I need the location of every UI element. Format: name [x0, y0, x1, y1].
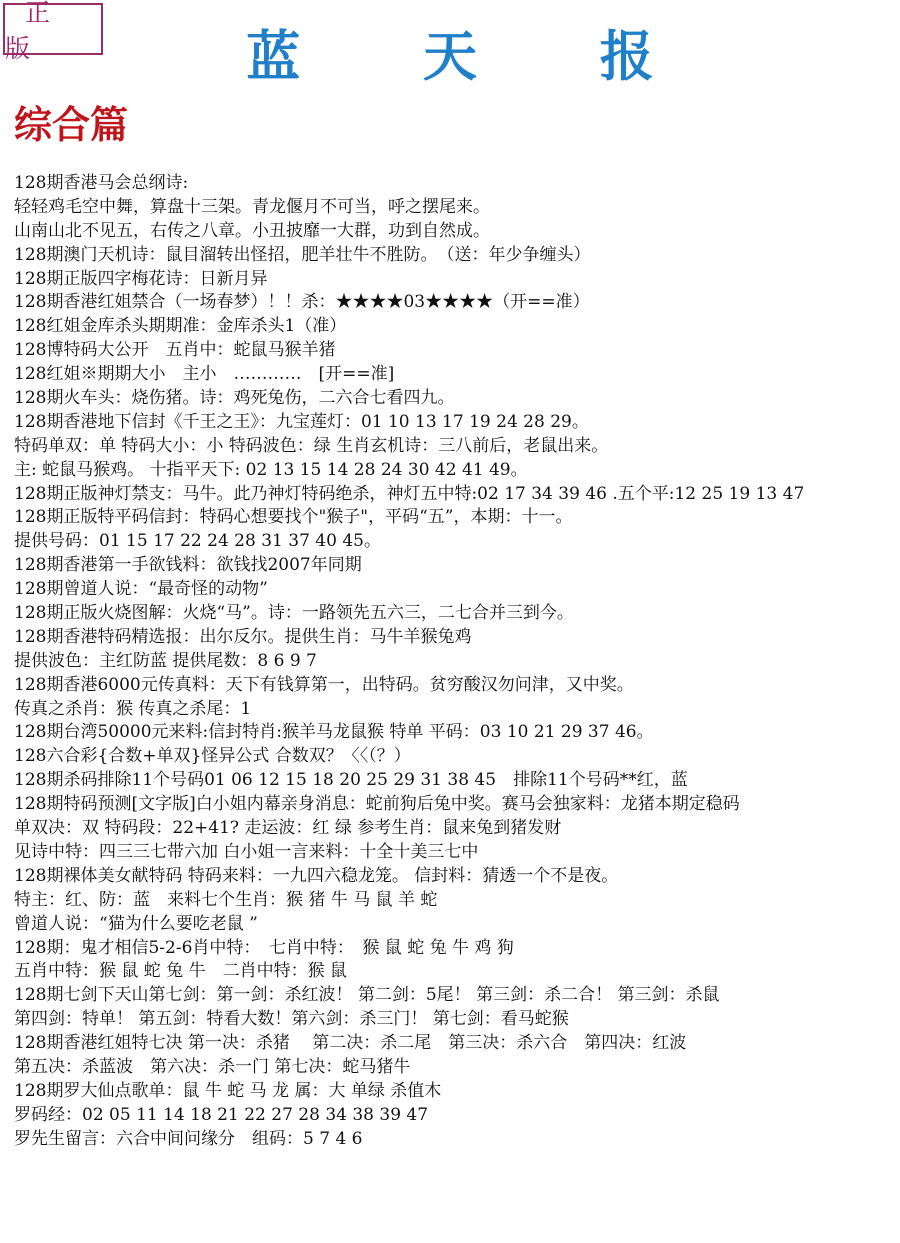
- text-line: 山南山北不见五，右传之八章。小丑披靡一大群，功到自然成。: [14, 220, 490, 241]
- text-line: 单双决：双 特码段：22+41? 走运波：红 绿 参考生肖：鼠来兔到猪发财: [14, 818, 562, 839]
- text-line: 128期澳门天机诗：鼠目溜转出怪招，肥羊壮牛不胜防。 （送：年少争缠头）: [14, 244, 591, 265]
- text-line: 128红姐※期期大小 主小 ………… [开==准]: [14, 364, 395, 385]
- text-line: 罗先生留言：六合中间问缘分 组码：5 7 4 6: [14, 1128, 363, 1149]
- text-line: 128期正版火烧图解：火烧“马”。诗：一路领先五六三，二七合并三到今。: [14, 603, 574, 624]
- edition-stamp-text: 正 版: [5, 0, 71, 63]
- text-line: 128期特码预测[文字版]白小姐内幕亲身消息：蛇前狗后兔中奖。赛马会独家料：龙猪本期定稳码: [14, 794, 740, 815]
- text-line: 曾道人说：“猫为什么要吃老鼠 ”: [14, 913, 258, 934]
- text-line: 128期：鬼才相信5-2-6肖中特： 七肖中特： 猴 鼠 蛇 兔 牛 鸡 狗: [14, 937, 514, 958]
- text-line: 128期香港马会总纲诗:: [14, 173, 189, 193]
- text-line: 轻轻鸡毛空中舞，算盘十三架。青龙偃月不可当，呼之摆尾来。: [14, 196, 490, 217]
- text-line: 128期香港第一手欲钱料：欲钱找2007年同期: [14, 555, 362, 576]
- content-lines: [14, 172, 898, 1152]
- text-line: 罗码经：02 05 11 14 18 21 22 27 28 34 38 39 47: [14, 1104, 429, 1125]
- text-line: 128期七剑下天山第七剑：第一剑：杀红波！ 第二剑：5尾！ 第三剑：杀二合！ 第三剑：杀鼠: [14, 985, 720, 1006]
- text-line: 提供号码：01 15 17 22 24 28 31 37 40 45。: [14, 531, 381, 552]
- text-line: 128期正版特平码信封：特码心想要找个"猴子"，平码“五”，本期：十一。: [14, 507, 573, 528]
- text-line: 128期台湾50000元来料:信封特肖:猴羊马龙鼠猴 特单 平码：03 10 21 29 37 46。: [14, 722, 654, 743]
- text-line: 128期香港特码精选报：出尔反尔。提供生肖：马牛羊猴兔鸡: [14, 626, 472, 647]
- text-line: 第四剑：特单！ 第五剑：特看大数！第六剑：杀三门！ 第七剑：看马蛇猴: [14, 1009, 569, 1030]
- text-line: 提供波色：主红防蓝 提供尾数：8 6 9 7: [14, 650, 317, 671]
- text-line: 128期曾道人说：“最奇怪的动物”: [14, 579, 268, 600]
- newspaper-title: 蓝 天 报: [246, 24, 706, 88]
- section-heading: 综合篇: [14, 102, 129, 147]
- text-line: 128期罗大仙点歌单：鼠 牛 蛇 马 龙 属：大 单绿 杀值木: [14, 1080, 442, 1101]
- text-line: 主: 蛇鼠马猴鸡。 十指平天下: 02 13 15 14 28 24 30 42 41 49。: [14, 459, 528, 480]
- text-line: 128期杀码排除11个号码01 06 12 15 18 20 25 29 31 38 45 排除11个号码**红，蓝: [14, 770, 688, 791]
- text-line: 128博特码大公开 五肖中：蛇鼠马猴羊猪: [14, 340, 336, 361]
- text-line: 128期火车头：烧伤猪。诗：鸡死兔伤，二六合七看四九。: [14, 388, 455, 409]
- text-line: 128期香港6000元传真料：天下有钱算第一，出特码。贫穷酸汉勿问津，又中奖。: [14, 674, 634, 695]
- text-line: 128期香港地下信封《千王之王》：九宝莲灯：01 10 13 17 19 24 28 29。: [14, 411, 589, 432]
- text-line: 128期正版神灯禁支：马牛。此乃神灯特码绝杀，神灯五中特:02 17 34 39 46 .五个平:12 25 19 13 47: [14, 483, 805, 504]
- text-line: 见诗中特：四三三七带六加 白小姐一言来料：十全十美三七中: [14, 841, 479, 862]
- text-line: 128期香港红姐禁合（一场春梦）！！杀：★★★★03★★★★（开==准）: [14, 292, 590, 313]
- text-line: 第五决：杀蓝波 第六决：杀一门 第七决：蛇马猪牛: [14, 1056, 411, 1077]
- text-line: 128六合彩{合数+单双}怪异公式 合数双？〈〈（？）: [14, 746, 411, 767]
- text-line: 特码单双：单 特码大小：小 特码波色：绿 生肖玄机诗：三八前后，老鼠出来。: [14, 435, 609, 456]
- text-line: 五肖中特：猴 鼠 蛇 兔 牛 二肖中特：猴 鼠: [14, 961, 348, 982]
- text-line: 128期正版四字梅花诗：日新月异: [14, 268, 268, 289]
- text-line: 传真之杀肖：猴 传真之杀尾：1: [14, 698, 252, 719]
- text-line: 特主：红、防：蓝 来料七个生肖：猴 猪 牛 马 鼠 羊 蛇: [14, 889, 438, 910]
- text-line: 128期香港红姐特七决 第一决：杀猪 第二决：杀二尾 第三决：杀六合 第四决：红波: [14, 1033, 687, 1054]
- text-line: 128红姐金库杀头期期准：金库杀头1（准）: [14, 316, 347, 337]
- text-line: 128期裸体美女献特码 特码来料：一九四六稳龙笼。 信封料：猜透一个不是夜。: [14, 865, 619, 886]
